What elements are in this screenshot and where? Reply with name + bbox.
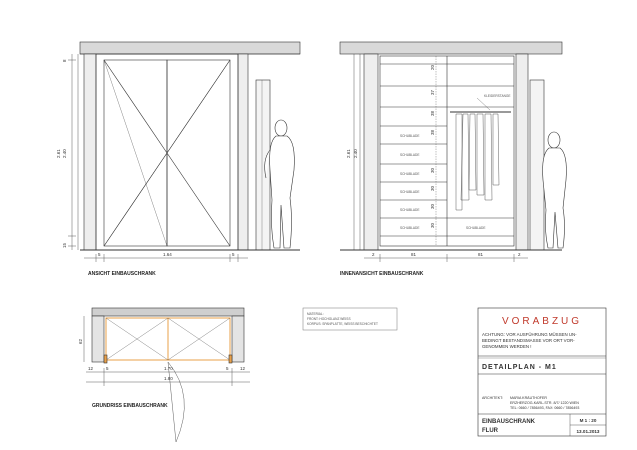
inner-drawer-label-5: SCHUBLADE: [400, 208, 420, 212]
front-caption: ANSICHT EINBAUSCHRANK: [88, 271, 156, 277]
inner-dim-left: 2: [372, 252, 375, 257]
object-name: EINBAUSCHRANK: [482, 419, 536, 425]
front-dim-inner: 2.40: [62, 149, 67, 158]
inner-elevation: [340, 42, 562, 262]
plan-dim-outer: 1.80: [164, 376, 173, 381]
plan-dim-right: 12: [240, 366, 246, 371]
material-line-2: FRONT: HOCHGLANZ WEISS: [307, 317, 351, 321]
material-line-3: KORPUS: SPANPLATTE, WEISS BESCHICHTET: [307, 322, 378, 326]
warning-line-3: GENOMMEN WERDEN !: [482, 344, 532, 349]
inner-shelf-dim-1: 20: [430, 64, 435, 70]
date-text: 13.01.2013: [576, 429, 600, 434]
inner-shelf-dim-3: 38: [430, 110, 435, 116]
inner-drawer-label-3: SCHUBLADE: [400, 172, 420, 176]
inner-dim-end: 2: [518, 252, 521, 257]
front-dim-total: 2.61: [56, 149, 61, 158]
inner-shelf-dim-7: 30: [430, 203, 435, 209]
plan-dim-small-left: 5: [106, 366, 109, 371]
inner-dim-total: 2.61: [346, 149, 351, 158]
front-wall-right: [238, 54, 248, 250]
front-ceiling: [80, 42, 300, 54]
plan-dim-side: 62: [78, 338, 83, 344]
architect-label: ARCHITEKT:: [482, 396, 503, 400]
front-elevation: [68, 42, 300, 262]
plan-post-right: [229, 355, 232, 363]
front-dim-width: 1.64: [163, 252, 172, 257]
object-location: FLUR: [482, 428, 498, 434]
front-wall-left: [84, 54, 96, 250]
warning-line-1: ACHTUNG: VOR AUSFÜHRUNG MÜSSEN UN-: [482, 332, 577, 337]
inner-shelf-dim-5: 30: [430, 167, 435, 173]
inner-clothes: [456, 114, 499, 210]
plan-caption: GRUNDRISS EINBAUSCHRANK: [92, 403, 168, 409]
inner-shelf-dim-4: 38: [430, 129, 435, 135]
inner-caption: INNENANSICHT EINBAUSCHRANK: [340, 271, 424, 277]
plan-title: DETAILPLAN - M1: [482, 364, 557, 371]
plan-dim-inner: 1.70: [164, 366, 173, 371]
front-dim-top: 8: [62, 59, 67, 62]
architect-line-3: TEL: 0660 / 7856493, FAX: 0660 / 7856493: [510, 406, 580, 410]
architect-line-2: ERZHERZOG-KARL-STR. 8/7/ 1220 WIEN: [510, 401, 579, 405]
plan-wall-right: [232, 316, 244, 362]
front-dim-bottom: 15: [62, 242, 67, 248]
material-note: [303, 308, 397, 330]
inner-drawer-label-1: SCHUBLADE: [400, 134, 420, 138]
inner-shelf-dim-6: 30: [430, 185, 435, 191]
inner-wall-right: [516, 54, 528, 250]
front-dimension-texts: [56, 59, 235, 277]
inner-dim-mid: 81: [411, 252, 417, 257]
inner-shelf-dim-8: 30: [430, 222, 435, 228]
inner-shelf-dim-2: 37: [430, 89, 435, 95]
front-dim-right: 5: [232, 252, 235, 257]
front-door-right: [167, 60, 230, 246]
inner-bottom-label-left: SCHUBLADE: [400, 226, 420, 230]
floor-plan: [84, 308, 250, 442]
inner-rail-label: KLEIDERSTANGE: [484, 94, 511, 98]
material-line-1: MATERIAL:: [307, 312, 324, 316]
inner-wall-left: [364, 54, 378, 250]
plan-wall-left: [92, 316, 104, 362]
plan-dim-small-right: 5: [226, 366, 229, 371]
plan-post-left: [104, 355, 107, 363]
inner-dim-inner: 2.40: [353, 149, 358, 158]
inner-side-door: [530, 80, 544, 250]
warning-line-2: BEDINGT BESTANDSMASSE VOR ORT VOR-: [482, 338, 575, 343]
title-block: [478, 308, 606, 436]
plan-wall-top: [92, 308, 244, 316]
inner-drawer-label-2: SCHUBLADE: [400, 153, 420, 157]
inner-ceiling: [340, 42, 562, 54]
scale-text: M 1 : 20: [579, 418, 597, 423]
front-side-door: [256, 80, 270, 250]
inner-person-silhouette: [543, 132, 567, 248]
front-dim-left: 5: [98, 252, 101, 257]
plan-door-swing: [168, 362, 184, 442]
inner-dim-right: 81: [478, 252, 484, 257]
inner-bottom-label-right: SCHUBLADE: [466, 226, 486, 230]
stamp-text: VORABZUG: [501, 316, 583, 327]
architect-line-1: MARIA KRÄUTHOFER: [510, 396, 547, 400]
inner-drawer-label-4: SCHUBLADE: [400, 190, 420, 194]
plan-dim-left: 12: [88, 366, 94, 371]
